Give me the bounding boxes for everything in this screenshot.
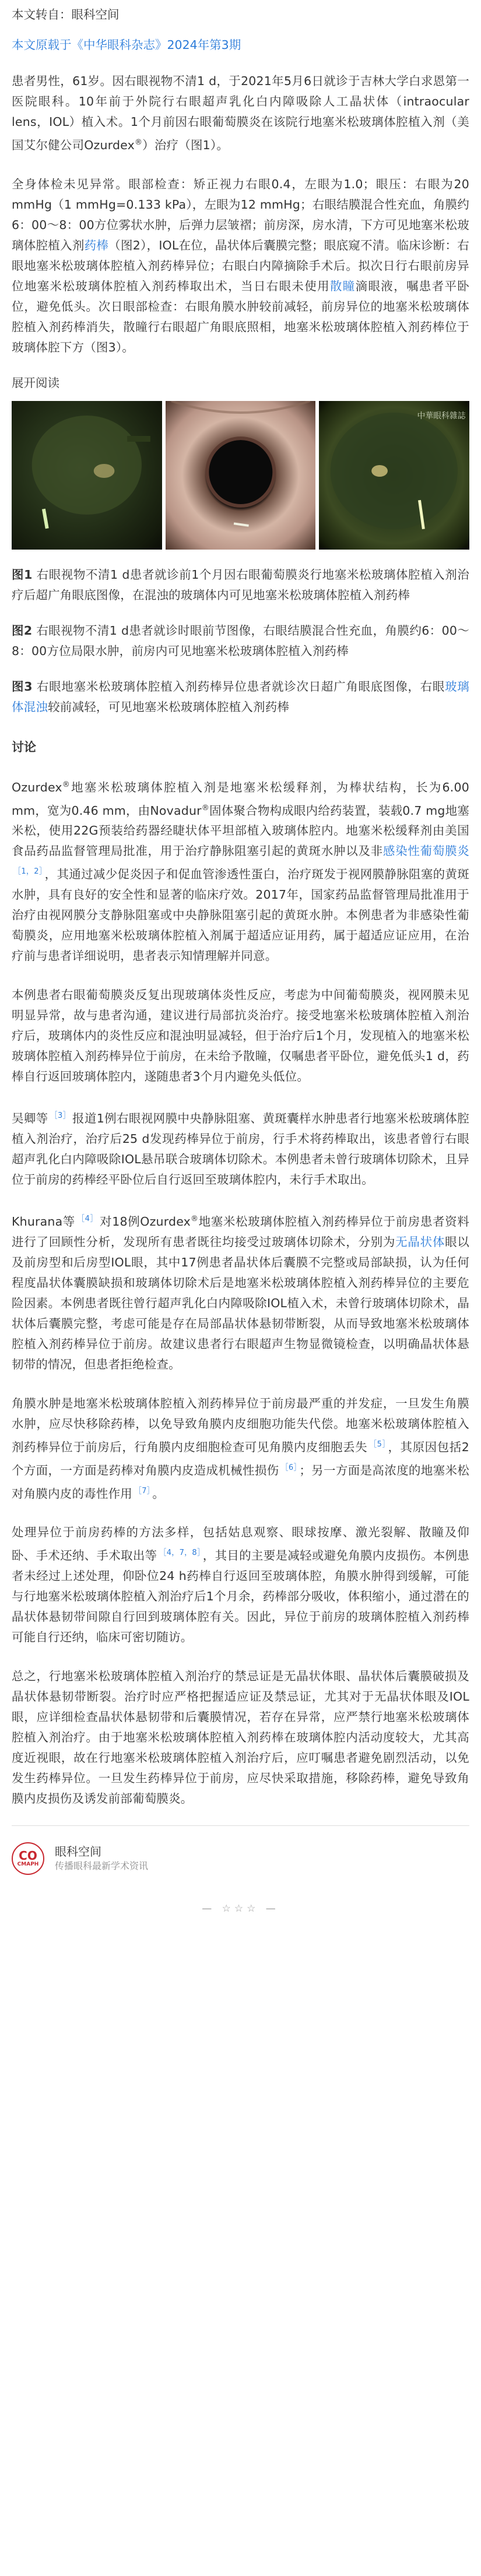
discussion-paragraph-2: 本例患者右眼葡萄膜炎反复出现玻璃体炎性反应，考虑为中间葡萄膜炎，视网膜未见明显异常，故与患者沟通，建议进行局部抗炎治疗。接受地塞米松玻璃体腔植入剂治疗后，玻璃体内的炎性反应和混浊明显减轻，但于治疗后1个月，发现植入的地塞米松玻璃体腔植入剂药棒异位于前房，在未给予散瞳，仅嘱患者平卧位，避免低头1 d，药棒自行返回玻璃体腔内，遂随患者3个月内避免头低位。 [12, 988, 469, 1084]
anterior-segment-photo[interactable] [166, 401, 316, 550]
repost-label: 本文转自：眼科空间 [12, 8, 120, 22]
citation-1-2[interactable]: ［1，2］ [13, 867, 43, 877]
discussion-paragraph-7: 总之，行地塞米松玻璃体腔植入剂治疗的禁忌证是无晶状体眼、晶状体后囊膜破损及晶状体悬韧带断裂。治疗时应严格把握适应证及禁忌证，尤其对于无晶状体眼及IOL眼，应详细检查晶状体悬韧带和后囊膜情况，若存在异常，应严禁行地塞米松玻璃体腔植入剂治疗。由于地塞米松玻璃体腔植入剂药棒在玻璃体腔内活动度较大，尤其高度近视眼，故在行地塞米松玻璃体腔植入剂治疗后，应叮嘱患者避免剧烈活动，以免发生药棒异位。一旦发生药棒异位于前房，应尽快采取措施，移除药棒，避免导致角膜内皮损伤及诱发前部葡萄膜炎。 [12, 1669, 469, 1806]
link-mydriasis[interactable]: 散瞳 [329, 279, 356, 293]
end-of-article-mark: — ☆☆☆ — [202, 1903, 279, 1915]
fundus-photo-1-graphic [12, 401, 162, 550]
link-drug-rod[interactable]: 药棒 [84, 238, 109, 252]
source-line[interactable]: 本文原载于《中华眼科杂志》2024年第3期 [12, 38, 241, 52]
fundus-photo-1[interactable] [12, 401, 162, 550]
journal-watermark: 中華眼科雜誌 [417, 411, 466, 421]
link-noninfectious-uveitis[interactable]: 感染性葡萄膜炎 [382, 844, 470, 858]
caption-fig1: 图1 右眼视物不清1 d患者就诊前1个月因右眼葡萄膜炎行地塞米松玻璃体腔植入剂治疗后超广角眼底图像，在混浊的玻璃体内可见地塞米松玻璃体腔植入剂药棒 [12, 567, 469, 602]
discussion-paragraph-4: Khurana等 $^{[4]}$ 对18例Ozurdex®地塞米松玻璃体腔植入剂药棒异位于前房患者资料进行了回顾性分析，发现所有患者既往均接受过玻璃体切除术，分别为无晶状体眼以及前房型和后房型IOL眼，其中17例患者晶状体后囊膜不完整或局部缺损，认为任何程度晶状体囊膜缺损和玻璃体切除术后是地塞米松玻璃体腔植入剂药棒异位的主要危险因素。本例患者既往曾行超声乳化白内障吸除IOL植入术，未曾行玻璃体切除术，晶状体后囊膜完整，考虑可能是存在局部晶状体悬韧带断裂，从而导致地塞米松玻璃体腔植入剂药棒异位于前房。故建议患者行右眼超声生物显微镜检查，以明确晶状体悬韧带的情况，但患者拒绝检查。 [12, 1214, 470, 1371]
account-description: 传播眼科最新学术资讯 [55, 1860, 149, 1872]
fundus-photo-3-graphic [319, 401, 469, 550]
citation-3[interactable]: ［3］ [50, 1111, 71, 1121]
account-text [55, 1844, 148, 1873]
account-name: 眼科空间 [55, 1845, 101, 1859]
link-vitreous-opacity[interactable]: 玻璃体混浊 [12, 679, 469, 714]
figure-row [12, 401, 469, 550]
logo-mark: CO [19, 1848, 37, 1863]
discussion-heading: 讨论 [12, 740, 36, 754]
discussion-paragraph-6: 处理异位于前房药棒的方法多样，包括姑息观察、眼球按摩、激光裂解、散瞳及仰卧、手术还纳、手术取出等 $^{[4,7,8]}$ ，其目的主要是减轻或避免角膜内皮损伤。本例患者未经过上述处理，仰卧位24 h药棒自行返回至玻璃体腔，角膜水肿得到缓解，可能与行地塞米松玻璃体腔植入剂治疗后1个月余，药棒部分吸收，体积缩小，通过潜在的晶状体悬韧带间隙自行回到玻璃体腔有关。因此，异位于前房的玻璃体腔植入剂药棒可能自行还纳，临床可密切随访。 [12, 1525, 470, 1645]
citation-4[interactable]: ［4］ [76, 1215, 99, 1224]
case-paragraph-2: 全身体检未见异常。眼部检查：矫正视力右眼0.4，左眼为1.0；眼压：右眼为20 mmHg（1 mmHg=0.133 kPa），左眼为12 mmHg；右眼结膜混合性充血，角膜约6：00～8：00方位雾状水肿，后弹力层皱褶；前房深，房水清，下方可见地塞米松玻璃体腔植入剂药棒（图2），IOL在位，晶状体后囊膜完整；眼底窥不清。临床诊断：右眼地塞米松玻璃体腔植入剂药棒异位；右眼白内障摘除手术后。拟次日行右眼前房异位地塞米松玻璃体腔植入剂药棒取出术，当日右眼未使用散瞳滴眼液，嘱患者平卧位，避免低头。次日眼部检查：右眼角膜水肿较前减轻，前房异位的地塞米松玻璃体腔植入剂药棒消失，散瞳行右眼超广角眼底照相，地塞米松玻璃体腔植入剂药棒位于玻璃体腔下方（图3）。 [12, 177, 470, 354]
anterior-segment-graphic [166, 401, 316, 550]
caption-fig3: 图3 右眼地塞米松玻璃体腔植入剂药棒异位患者就诊次日超广角眼底图像，右眼玻璃体混浊较前减轻，可见地塞米松玻璃体腔植入剂药棒 [12, 679, 469, 714]
citation-5[interactable]: ［5］ [369, 1440, 387, 1449]
discussion-paragraph-3: 吴卿等 $^{[3]}$ 报道1例右眼视网膜中央静脉阻塞、黄斑囊样水肿患者行地塞米松玻璃体腔植入剂治疗，治疗后25 d发现药棒异位于前房，行手术将药棒取出，该患者曾行右眼超声乳化白内障吸除IOL悬吊联合玻璃体切除术。本例患者未曾行玻璃体切除术，且异位于前房的药棒经平卧位后自行返回至玻璃体腔内，未行手术取出。 [12, 1111, 469, 1187]
logo-sub: CMAPH [17, 1861, 39, 1867]
citation-4-7-8[interactable]: ［4，7，8］ [159, 1549, 201, 1558]
caption-fig2: 图2 右眼视物不清1 d患者就诊时眼前节图像，右眼结膜混合性充血，角膜约6：00～8：00方位局限水肿，前房内可见地塞米松玻璃体腔植入剂药棒 [12, 623, 469, 658]
citation-6[interactable]: ［6］ [280, 1463, 298, 1472]
link-aphakic[interactable]: 无晶状体 [395, 1234, 445, 1249]
account-logo [12, 1842, 44, 1875]
discussion-paragraph-5: 角膜水肿是地塞米松玻璃体腔植入剂药棒异位于前房最严重的并发症，一旦发生角膜水肿，应尽快移除药棒，以免导致角膜内皮细胞功能失代偿。地塞米松玻璃体腔植入剂药棒异位于前房后，行角膜内皮细胞检查可见角膜内皮细胞丢失 $^{[5]}$ ，其原因包括2个方面，一方面是药棒对角膜内皮造成机械性损伤 $^{[6]}$ ；另一方面是高浓度的地塞米松对角膜内皮的毒性作用 $^{[7]}$ 。 [12, 1396, 469, 1501]
expand-reading-label[interactable]: 展开阅读 [12, 375, 59, 390]
account-card[interactable] [12, 1825, 469, 1875]
discussion-paragraph-1: Ozurdex®地塞米松玻璃体腔植入剂是地塞米松缓释剂，为棒状结构，长为6.00 mm，宽为0.46 mm，由Novadur®固体聚合物构成眼内给药装置，装载0.7 mg地塞米松，使用22G预装给药器经睫状体平坦部植入玻璃体腔内。地塞米松缓释剂由美国食品药品监督管理局批准，用于治疗静脉阻塞引起的黄斑水肿以及非感染性葡萄膜炎$^{[1,2]}$ ，其通过减少促炎因子和促血管渗透性蛋白，治疗斑发于视网膜静脉阻塞的黄斑水肿，具有良好的安全性和显著的临床疗效。2017年，国家药品监督管理局批准用于治疗由视网膜分支静脉阻塞或中央静脉阻塞引起的黄斑水肿。本例患者为非感染性葡萄膜炎，应用地塞米松玻璃体腔植入剂属于超适应证用药，属于超适应证应用，在治疗前与患者详细说明，患者表示知情理解并同意。 [12, 780, 470, 963]
case-paragraph-1: 患者男性，61岁。因右眼视物不清1 d，于2021年5月6日就诊于吉林大学白求恩第一医院眼科。10年前于外院行右眼超声乳化白内障吸除人工晶状体（intraocular lens，IOL）植入术。1个月前因右眼葡萄膜炎在该院行地塞米松玻璃体腔植入剂（美国艾尔健公司Ozurdex®）治疗（图1）。 [12, 74, 469, 152]
fundus-photo-3[interactable] [319, 401, 469, 550]
citation-7[interactable]: ［7］ [134, 1486, 151, 1495]
